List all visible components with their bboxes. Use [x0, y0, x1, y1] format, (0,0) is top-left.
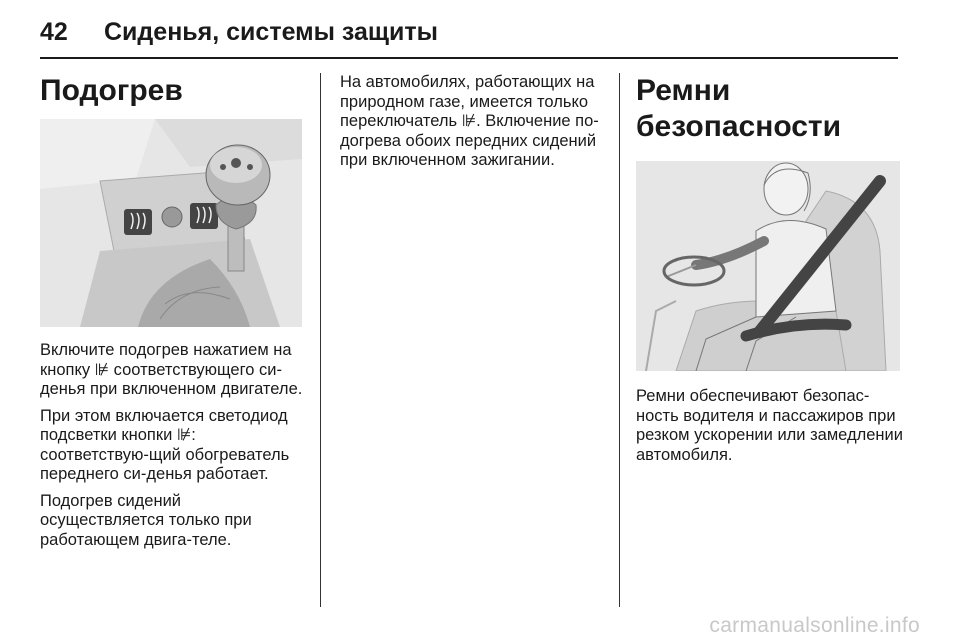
column-heating: [40, 73, 306, 557]
column-divider-1: [320, 73, 321, 607]
column-seat-belts: [636, 73, 906, 472]
page-number: 42: [40, 17, 68, 46]
gear-console-illustration: [40, 119, 302, 327]
column-divider-2: [619, 73, 620, 607]
gear-console-drawing: [40, 119, 302, 327]
belts-section-title: Ремни безопасности: [636, 74, 842, 143]
column-heating-continued: [340, 73, 602, 178]
watermark: carmanualsonline.info: [709, 614, 920, 637]
header-divider: [40, 57, 898, 59]
heating-paragraph-3: Подогрев сидений осуществляется только при работающем двига-теле.: [40, 491, 252, 549]
seatbelt-drawing: [636, 161, 900, 371]
heating-paragraph-2: При этом включается светодиод подсветки кнопки ⊯: соответствую-щий обогреватель переднего си-денья работает.: [40, 406, 290, 483]
belts-paragraph-1: Ремни обеспечивают безопас-ность водителя и пассажиров при резком ускорении или замедлении автомобиля.: [636, 387, 903, 464]
heating-paragraph-1: Включите подогрев нажатием на кнопку ⊯ соответствующего си-денья при включенном двигателе.: [40, 341, 303, 398]
heating-section-title: Подогрев: [40, 74, 183, 107]
driver-seatbelt-illustration: [636, 161, 900, 371]
heating-paragraph-4: На автомобилях, работающих на природном газе, имеется только переключатель ⊯. Включение по-догрева обоих передних сидений при включенном зажигании.: [340, 73, 599, 169]
page-header-title: Сиденья, системы защиты: [104, 17, 438, 46]
page-header: [40, 14, 438, 50]
